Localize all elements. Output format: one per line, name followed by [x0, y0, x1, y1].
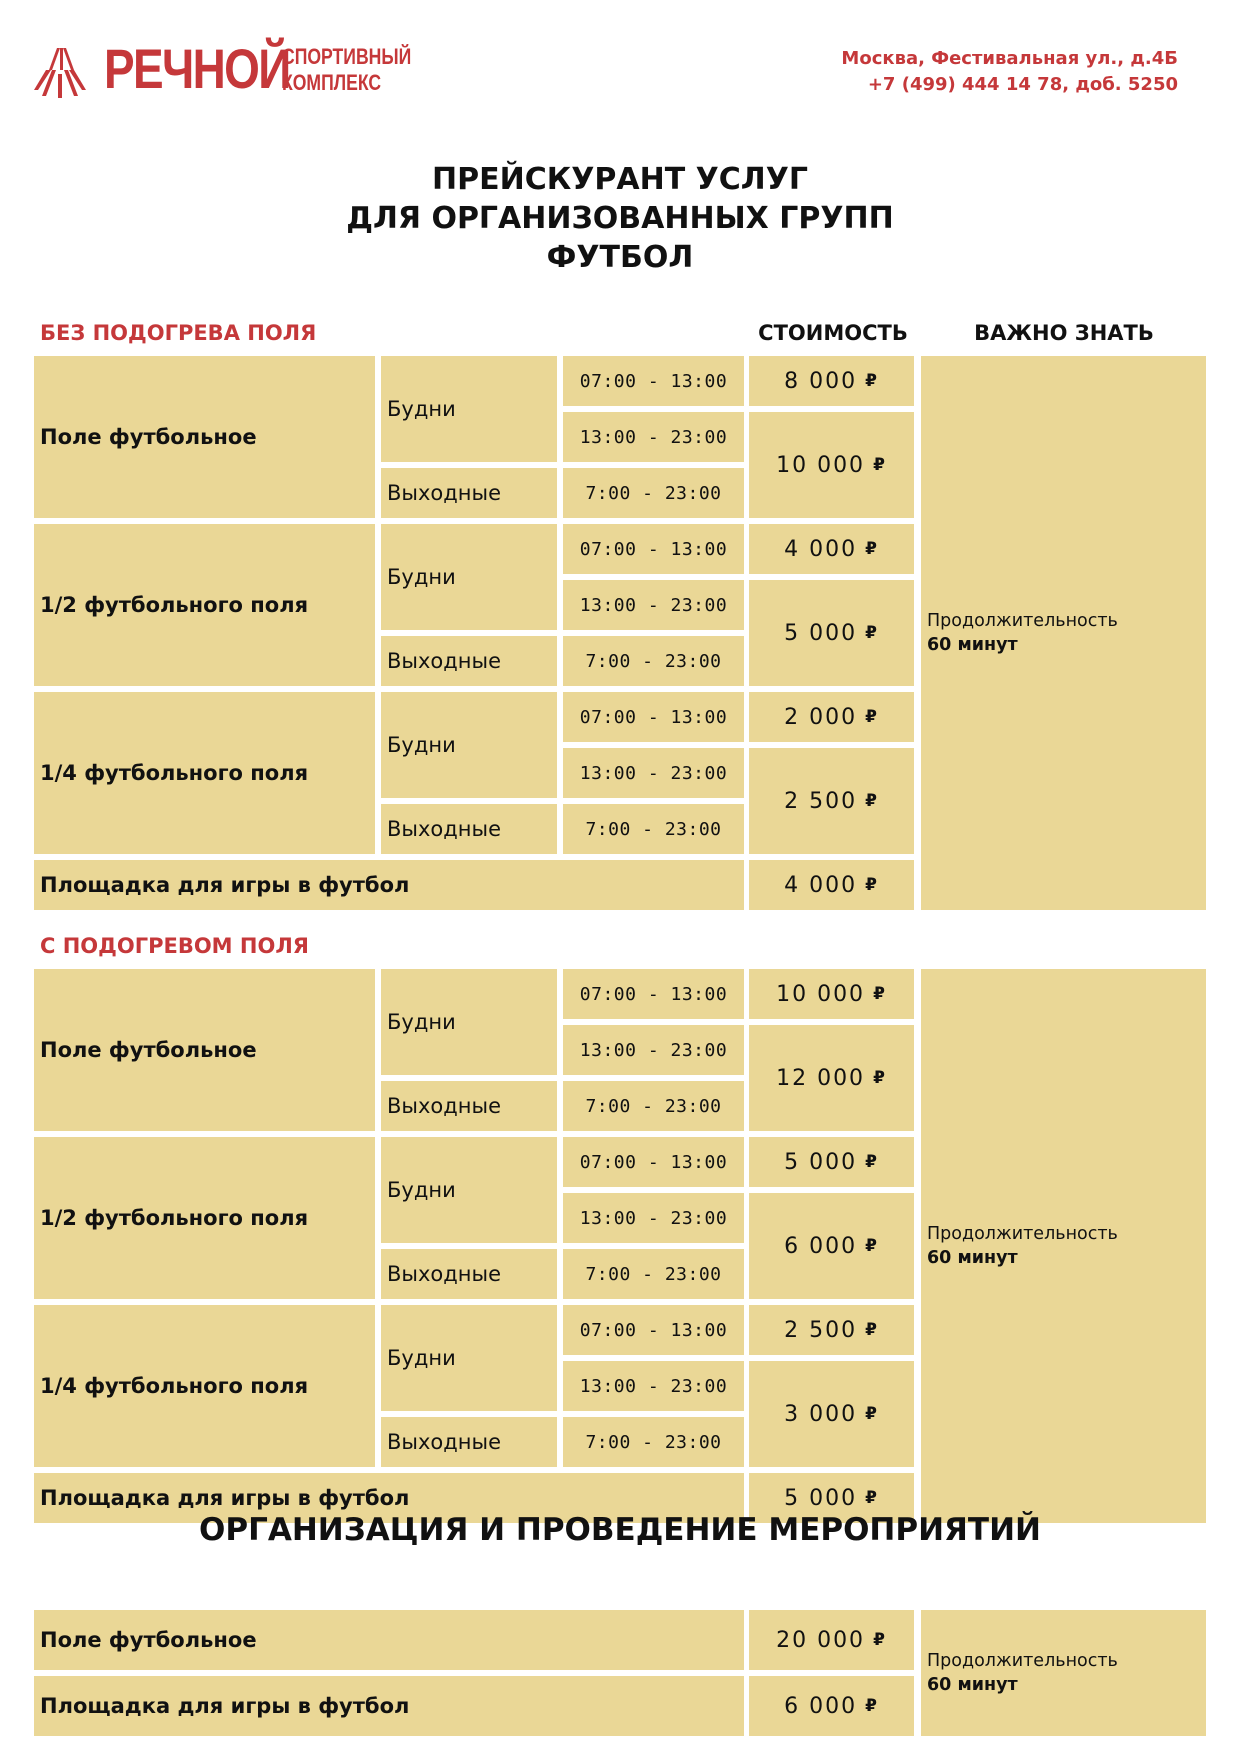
time-slot: 07:00 - 13:00 [563, 1305, 744, 1355]
service-name: 1/2 футбольного поля [34, 524, 375, 686]
price-cell: 10 000 ₽ [749, 412, 914, 518]
service-name: Площадка для игры в футбол [34, 1473, 744, 1523]
price-cell: 20 000 ₽ [749, 1610, 914, 1670]
time-slot: 7:00 - 23:00 [563, 1081, 744, 1131]
ruble-sign: ₽ [865, 1696, 879, 1716]
time-slot: 13:00 - 23:00 [563, 1193, 744, 1243]
important-note [921, 1610, 1206, 1736]
time-slot: 13:00 - 23:00 [563, 1361, 744, 1411]
time-slot: 13:00 - 23:00 [563, 748, 744, 798]
time-slot: 13:00 - 23:00 [563, 412, 744, 462]
price-cell: 8 000 ₽ [749, 356, 914, 406]
price-cell: 10 000 ₽ [749, 969, 914, 1019]
service-name: 1/4 футбольного поля [34, 1305, 375, 1467]
events-title: ОРГАНИЗАЦИЯ И ПРОВЕДЕНИЕ МЕРОПРИЯТИЙ [199, 1512, 1041, 1548]
ruble-sign: ₽ [865, 791, 879, 811]
section-label-heated: С ПОДОГРЕВОМ ПОЛЯ [40, 934, 309, 958]
time-slot: 07:00 - 13:00 [563, 356, 744, 406]
service-name: 1/2 футбольного поля [34, 1137, 375, 1299]
ruble-sign: ₽ [865, 707, 879, 727]
time-slot: 07:00 - 13:00 [563, 1137, 744, 1187]
column-header-important: ВАЖНО ЗНАТЬ [974, 321, 1154, 345]
price-cell: 5 000 ₽ [749, 1137, 914, 1187]
price-cell: 3 000 ₽ [749, 1361, 914, 1467]
day-type-weekend: Выходные [381, 1249, 557, 1299]
service-name: Поле футбольное [34, 356, 375, 518]
ruble-sign: ₽ [865, 1236, 879, 1256]
price-cell: 5 000 ₽ [749, 580, 914, 686]
service-name: Площадка для игры в футбол [34, 1676, 744, 1736]
day-type-weekend: Выходные [381, 636, 557, 686]
note-label: Продолжительность [927, 611, 1118, 631]
price-cell: 5 000 ₽ [749, 1473, 914, 1523]
day-type-weekdays: Будни [381, 1305, 557, 1411]
ruble-sign: ₽ [865, 371, 879, 391]
time-slot: 7:00 - 23:00 [563, 1417, 744, 1467]
note-value: 60 минут [927, 635, 1018, 655]
time-slot: 7:00 - 23:00 [563, 468, 744, 518]
ruble-sign: ₽ [873, 1068, 887, 1088]
logo-emblem-icon [34, 48, 86, 98]
note-label: Продолжительность [927, 1224, 1118, 1244]
day-type-weekdays: Будни [381, 692, 557, 798]
page-title: ПРЕЙСКУРАНТ УСЛУГ ДЛЯ ОРГАНИЗОВАННЫХ ГРУПП ФУТБОЛ [346, 162, 894, 275]
ruble-sign: ₽ [865, 1320, 879, 1340]
service-name: Площадка для игры в футбол [34, 860, 744, 910]
day-type-weekdays: Будни [381, 356, 557, 462]
logo-wordmark: РЕЧНОЙ [104, 37, 290, 100]
logo-subtitle: СПОРТИВНЫЙ КОМПЛЕКС [282, 44, 412, 95]
day-type-weekend: Выходные [381, 468, 557, 518]
time-slot: 13:00 - 23:00 [563, 1025, 744, 1075]
ruble-sign: ₽ [865, 539, 879, 559]
price-cell: 2 500 ₽ [749, 748, 914, 854]
important-note [921, 356, 1206, 910]
ruble-sign: ₽ [865, 1488, 879, 1508]
ruble-sign: ₽ [873, 1630, 887, 1650]
note-value: 60 минут [927, 1675, 1018, 1695]
ruble-sign: ₽ [865, 1152, 879, 1172]
time-slot: 07:00 - 13:00 [563, 692, 744, 742]
time-slot: 07:00 - 13:00 [563, 969, 744, 1019]
column-header-cost: СТОИМОСТЬ [758, 321, 908, 345]
ruble-sign: ₽ [873, 455, 887, 475]
time-slot: 7:00 - 23:00 [563, 1249, 744, 1299]
service-name: 1/4 футбольного поля [34, 692, 375, 854]
time-slot: 07:00 - 13:00 [563, 524, 744, 574]
ruble-sign: ₽ [873, 984, 887, 1004]
note-value: 60 минут [927, 1248, 1018, 1268]
day-type-weekdays: Будни [381, 969, 557, 1075]
contacts [841, 46, 1178, 98]
price-cell: 6 000 ₽ [749, 1676, 914, 1736]
phone: +7 (499) 444 14 78, доб. 5250 [867, 74, 1178, 95]
important-note [921, 969, 1206, 1523]
day-type-weekend: Выходные [381, 804, 557, 854]
section-label-unheated: БЕЗ ПОДОГРЕВА ПОЛЯ [40, 321, 317, 345]
price-cell: 2 000 ₽ [749, 692, 914, 742]
price-cell: 6 000 ₽ [749, 1193, 914, 1299]
time-slot: 7:00 - 23:00 [563, 804, 744, 854]
time-slot: 13:00 - 23:00 [563, 580, 744, 630]
price-cell: 4 000 ₽ [749, 524, 914, 574]
day-type-weekdays: Будни [381, 524, 557, 630]
price-cell: 2 500 ₽ [749, 1305, 914, 1355]
time-slot: 7:00 - 23:00 [563, 636, 744, 686]
ruble-sign: ₽ [865, 875, 879, 895]
service-name: Поле футбольное [34, 969, 375, 1131]
day-type-weekend: Выходные [381, 1417, 557, 1467]
price-cell: 12 000 ₽ [749, 1025, 914, 1131]
day-type-weekend: Выходные [381, 1081, 557, 1131]
price-cell: 4 000 ₽ [749, 860, 914, 910]
ruble-sign: ₽ [865, 623, 879, 643]
note-label: Продолжительность [927, 1651, 1118, 1671]
address: Москва, Фестивальная ул., д.4Б [841, 48, 1178, 69]
day-type-weekdays: Будни [381, 1137, 557, 1243]
ruble-sign: ₽ [865, 1404, 879, 1424]
service-name: Поле футбольное [34, 1610, 744, 1670]
